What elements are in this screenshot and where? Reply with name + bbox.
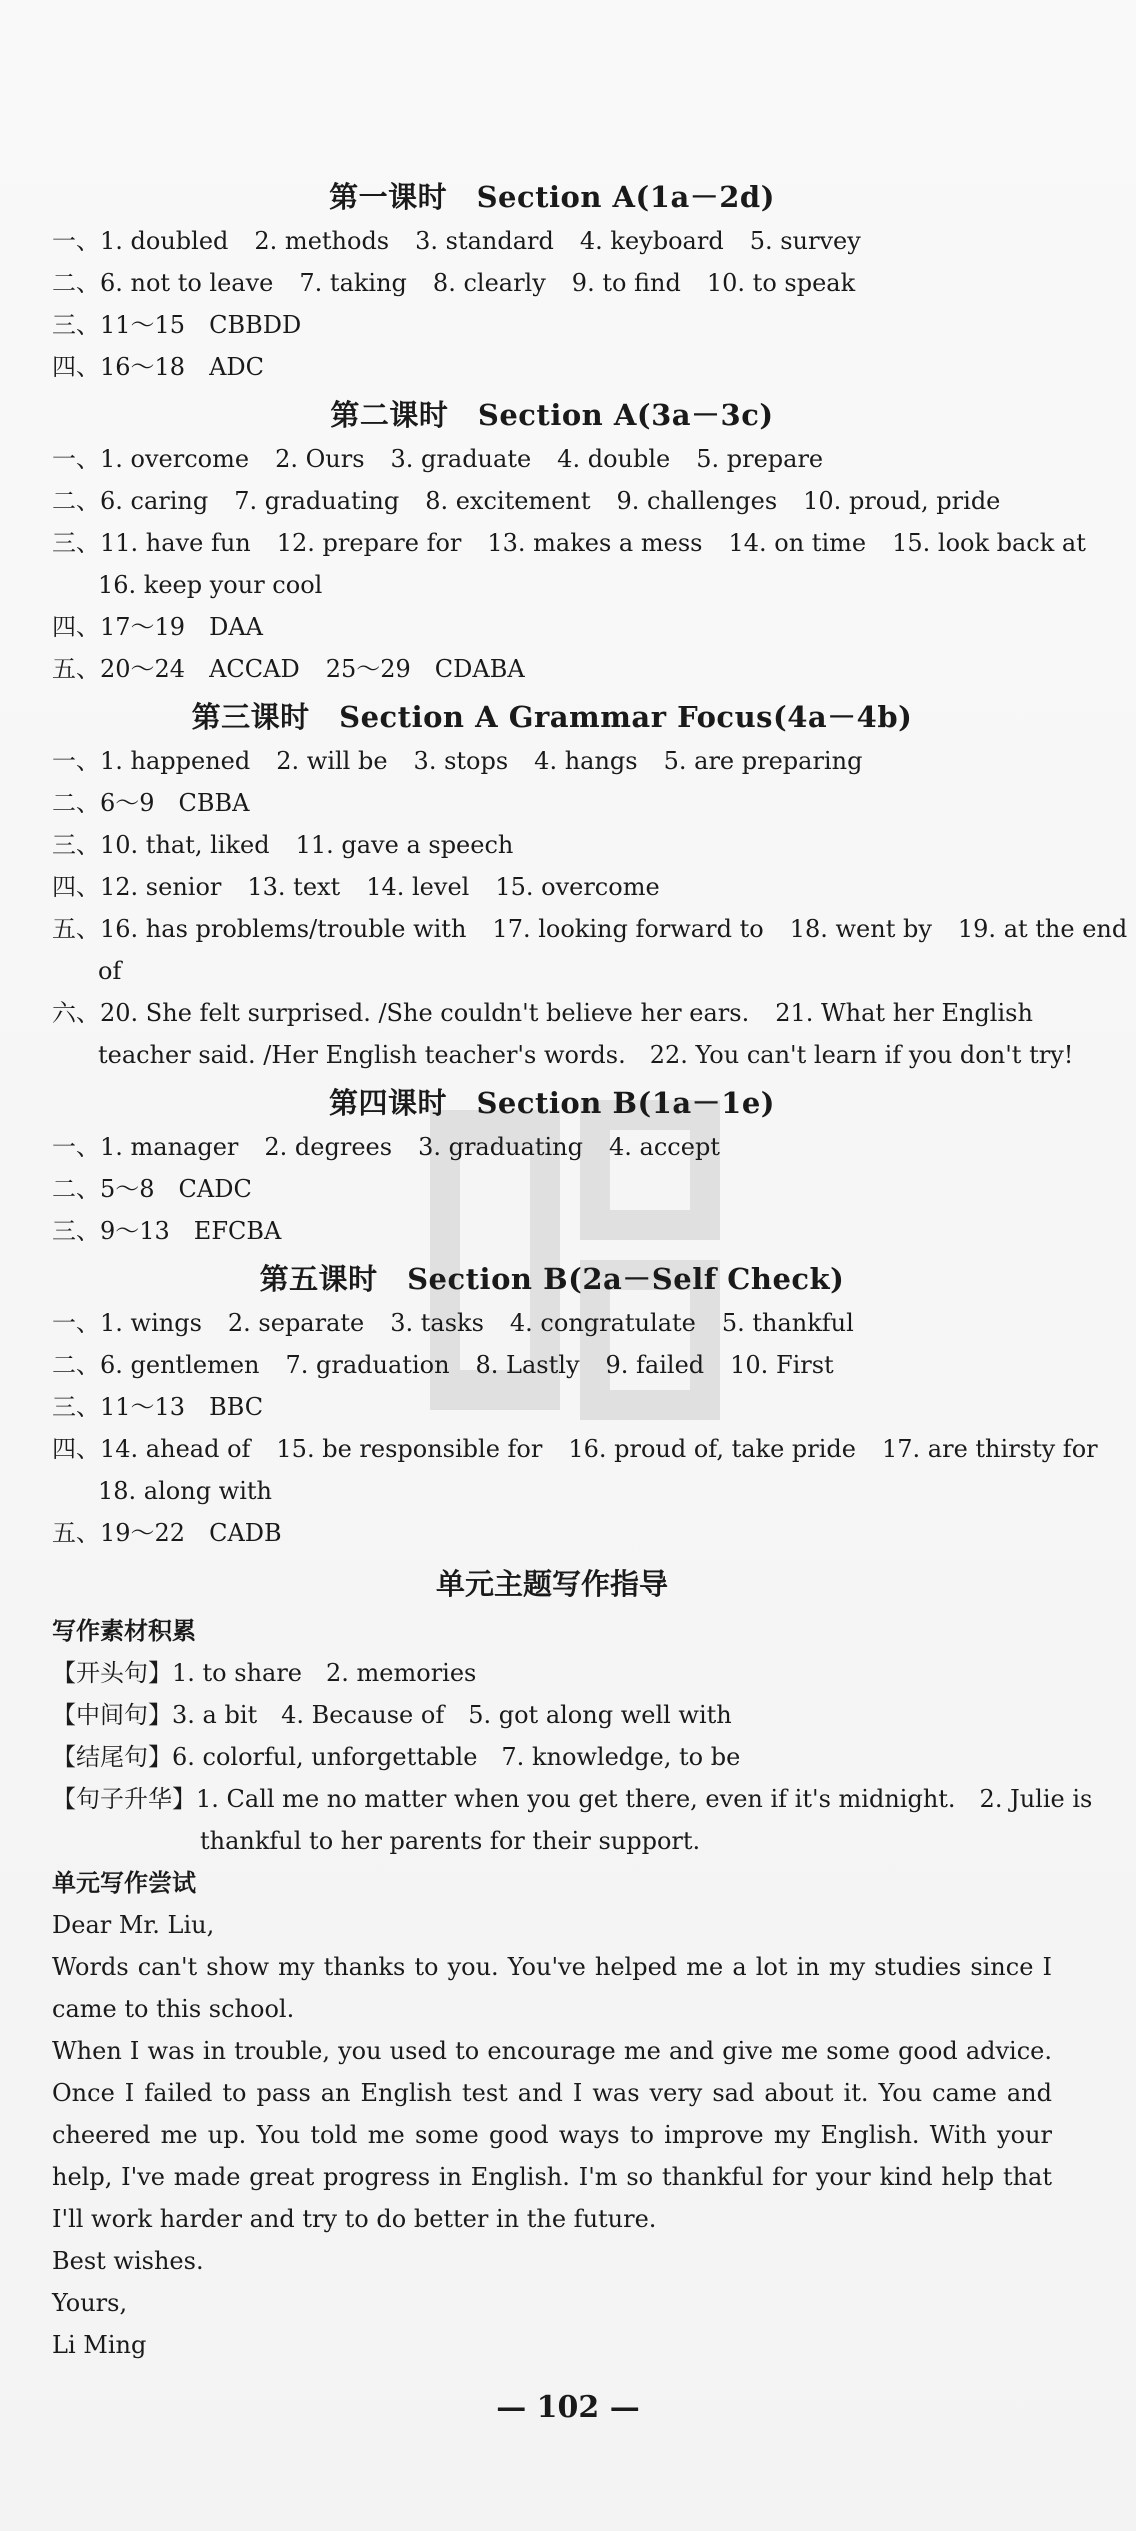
line-label: 二、 bbox=[52, 487, 100, 515]
material-line-continued: thankful to her parents for their support. bbox=[200, 1827, 701, 1855]
answer-line bbox=[52, 740, 1052, 782]
answer-item: 6～9 CBBA bbox=[100, 789, 250, 817]
answer-line-continued: 18. along with bbox=[98, 1477, 272, 1505]
material-text: 1. Call me no matter when you get there, even if it's midnight. 2. Julie is bbox=[196, 1785, 1093, 1813]
line-label: 二、 bbox=[52, 269, 100, 297]
answer-line bbox=[52, 866, 1052, 908]
answer-item: 9. to find bbox=[571, 269, 681, 297]
answer-item: 9～13 EFCBA bbox=[100, 1217, 282, 1245]
answer-item: 8. excitement bbox=[425, 487, 591, 515]
answer-item: 11. have fun bbox=[100, 529, 251, 557]
answer-item: 14. on time bbox=[728, 529, 867, 557]
answer-item: 20. She felt surprised. /She couldn't believe her ears. bbox=[100, 999, 750, 1027]
section-2 bbox=[52, 392, 1086, 690]
answer-item: 9. challenges bbox=[616, 487, 778, 515]
answer-item: 16. has problems/trouble with bbox=[100, 915, 467, 943]
answer-item: 15. overcome bbox=[495, 873, 660, 901]
material-line bbox=[52, 1778, 1093, 1820]
section-title: 第四课时 Section B(1a－1e) bbox=[328, 1086, 776, 1120]
material-text: 3. a bit 4. Because of 5. got along well with bbox=[172, 1701, 732, 1729]
unit-writing-guide bbox=[52, 1558, 1093, 2366]
answer-item: 11～13 BBC bbox=[100, 1393, 264, 1421]
materials-heading: 写作素材积累 bbox=[52, 1617, 196, 1645]
answer-item: 16. proud of, take pride bbox=[568, 1435, 856, 1463]
letter-signature: Li Ming bbox=[52, 2331, 147, 2359]
answer-item: 21. What her English bbox=[775, 999, 1033, 1027]
line-label: 四、 bbox=[52, 1435, 100, 1463]
section-title: 第三课时 Section A Grammar Focus(4a－4b) bbox=[191, 700, 913, 734]
section-title: 第五课时 Section B(2a－Self Check) bbox=[259, 1262, 845, 1296]
answer-line bbox=[52, 1428, 1098, 1470]
answer-line bbox=[52, 304, 1052, 346]
section-4 bbox=[52, 1080, 1052, 1252]
answer-item: 1. manager bbox=[100, 1133, 239, 1161]
line-label: 三、 bbox=[52, 831, 100, 859]
answer-item: 19～22 CADB bbox=[100, 1519, 282, 1547]
material-line bbox=[52, 1736, 1052, 1778]
section-3 bbox=[52, 694, 1128, 1076]
section-title: 第二课时 Section A(3a－3c) bbox=[330, 398, 774, 432]
line-label: 四、 bbox=[52, 353, 100, 381]
page-number: — 102 — bbox=[496, 2390, 640, 2425]
answer-line bbox=[52, 908, 1128, 950]
line-label: 一、 bbox=[52, 747, 100, 775]
letter-closing: Yours, bbox=[52, 2289, 128, 2317]
answer-item: 3. graduate bbox=[390, 445, 532, 473]
line-label: 三、 bbox=[52, 1393, 100, 1421]
answer-item: 4. congratulate bbox=[509, 1309, 696, 1337]
answer-item: 4. double bbox=[557, 445, 671, 473]
answer-item: 1. doubled bbox=[100, 227, 229, 255]
answer-item: 10. First bbox=[730, 1351, 834, 1379]
answer-line bbox=[52, 1302, 1052, 1344]
letter-closing: Best wishes. bbox=[52, 2247, 204, 2275]
line-label: 二、 bbox=[52, 1351, 100, 1379]
answer-item: 19. at the end bbox=[957, 915, 1128, 943]
answer-line bbox=[52, 782, 1052, 824]
answer-item: 7. taking bbox=[299, 269, 407, 297]
answer-item: 15. be responsible for bbox=[276, 1435, 543, 1463]
answer-line bbox=[52, 648, 1052, 690]
answer-item: 4. accept bbox=[609, 1133, 720, 1161]
letter-paragraph: Words can't show my thanks to you. You've helped me a lot in my studies since I came to this school. bbox=[52, 1953, 1052, 2023]
line-label: 一、 bbox=[52, 445, 100, 473]
answer-item: 25～29 CDABA bbox=[325, 655, 525, 683]
letter-paragraph: When I was in trouble, you used to encourage me and give me some good advice. Once I failed to pass an English test and I was very sad about it. You came and cheered me up. You told me some good ways to improve my English. With your help, I've made great progress in English. I'm so thankful for your kind help that I'll work harder and try to do better in the future. bbox=[52, 2037, 1052, 2233]
answer-line bbox=[52, 824, 1052, 866]
answer-item: 3. standard bbox=[415, 227, 554, 255]
answer-item: 5～8 CADC bbox=[100, 1175, 252, 1203]
answer-item: 2. will be bbox=[276, 747, 388, 775]
line-label: 一、 bbox=[52, 1133, 100, 1161]
section-5 bbox=[52, 1256, 1098, 1554]
answer-line bbox=[52, 480, 1052, 522]
answer-line bbox=[52, 606, 1052, 648]
line-label: 五、 bbox=[52, 915, 100, 943]
answer-item: 8. Lastly bbox=[475, 1351, 580, 1379]
material-text: 1. to share 2. memories bbox=[172, 1659, 477, 1687]
material-line bbox=[52, 1694, 1052, 1736]
answer-item: 1. happened bbox=[100, 747, 251, 775]
answer-item: 3. tasks bbox=[390, 1309, 484, 1337]
answer-line bbox=[52, 1512, 1052, 1554]
answer-line bbox=[52, 1210, 1052, 1252]
line-label: 一、 bbox=[52, 1309, 100, 1337]
line-label: 三、 bbox=[52, 529, 100, 557]
answer-item: 17. looking forward to bbox=[492, 915, 764, 943]
answer-item: 4. keyboard bbox=[579, 227, 724, 255]
answer-item: 16～18 ADC bbox=[100, 353, 265, 381]
answer-item: 3. stops bbox=[413, 747, 509, 775]
material-label: 【中间句】 bbox=[52, 1701, 172, 1729]
answer-item: 7. graduating bbox=[234, 487, 400, 515]
answer-item: 5. prepare bbox=[696, 445, 824, 473]
unit-title: 单元主题写作指导 bbox=[435, 1567, 668, 1601]
answer-line bbox=[52, 346, 1052, 388]
answer-item: 6. gentlemen bbox=[100, 1351, 260, 1379]
line-label: 六、 bbox=[52, 999, 100, 1027]
answer-item: 2. Ours bbox=[275, 445, 365, 473]
answer-item: 17～19 DAA bbox=[100, 613, 263, 641]
line-label: 五、 bbox=[52, 1519, 100, 1547]
answer-line bbox=[52, 262, 1052, 304]
letter-greeting: Dear Mr. Liu, bbox=[52, 1911, 215, 1939]
material-label: 【开头句】 bbox=[52, 1659, 172, 1687]
answer-item: 10. proud, pride bbox=[803, 487, 1001, 515]
answer-item: 2. separate bbox=[227, 1309, 365, 1337]
line-label: 二、 bbox=[52, 789, 100, 817]
answer-content bbox=[52, 170, 1128, 2366]
answer-item: 6. caring bbox=[100, 487, 209, 515]
answer-item: 9. failed bbox=[605, 1351, 705, 1379]
answer-item: 4. hangs bbox=[534, 747, 638, 775]
answer-item: 17. are thirsty for bbox=[882, 1435, 1098, 1463]
material-label: 【句子升华】 bbox=[52, 1785, 196, 1813]
answer-item: 11～15 CBBDD bbox=[100, 311, 302, 339]
answer-line bbox=[52, 522, 1086, 564]
sample-letter bbox=[52, 1904, 1052, 2366]
answer-item: 7. graduation bbox=[285, 1351, 450, 1379]
line-label: 五、 bbox=[52, 655, 100, 683]
line-label: 四、 bbox=[52, 613, 100, 641]
answer-line bbox=[52, 992, 1052, 1034]
answer-item: 2. degrees bbox=[264, 1133, 393, 1161]
answer-line-continued: 16. keep your cool bbox=[98, 571, 323, 599]
answer-item: 12. prepare for bbox=[276, 529, 462, 557]
answer-item: 5. are preparing bbox=[663, 747, 863, 775]
answer-item: 13. makes a mess bbox=[487, 529, 703, 557]
answer-item: 10. that, liked bbox=[100, 831, 270, 859]
answer-item: 15. look back at bbox=[892, 529, 1086, 557]
answer-line bbox=[52, 1168, 1052, 1210]
answer-item: 10. to speak bbox=[706, 269, 856, 297]
answer-item: 14. level bbox=[366, 873, 470, 901]
answer-item: 1. wings bbox=[100, 1309, 202, 1337]
answer-item: 1. overcome bbox=[100, 445, 250, 473]
answer-item: 20～24 ACCAD bbox=[100, 655, 300, 683]
answer-line-continued: of bbox=[98, 957, 122, 985]
line-label: 三、 bbox=[52, 1217, 100, 1245]
line-label: 四、 bbox=[52, 873, 100, 901]
answer-line-continued: teacher said. /Her English teacher's words. 22. You can't learn if you don't try! bbox=[98, 1041, 1074, 1069]
section-1 bbox=[52, 174, 1052, 388]
answer-line bbox=[52, 438, 1052, 480]
answer-item: 6. not to leave bbox=[100, 269, 274, 297]
answer-item: 12. senior bbox=[100, 873, 222, 901]
line-label: 二、 bbox=[52, 1175, 100, 1203]
answer-item: 3. graduating bbox=[418, 1133, 584, 1161]
material-text: 6. colorful, unforgettable 7. knowledge, to be bbox=[172, 1743, 741, 1771]
line-label: 一、 bbox=[52, 227, 100, 255]
section-title: 第一课时 Section A(1a－2d) bbox=[329, 180, 775, 214]
answer-item: 18. went by bbox=[789, 915, 932, 943]
answer-item: 8. clearly bbox=[432, 269, 546, 297]
answer-item: 2. methods bbox=[254, 227, 390, 255]
answer-line bbox=[52, 220, 1052, 262]
answer-item: 5. thankful bbox=[721, 1309, 854, 1337]
answer-item: 5. survey bbox=[749, 227, 861, 255]
attempt-heading: 单元写作尝试 bbox=[52, 1869, 196, 1897]
answer-line bbox=[52, 1344, 1052, 1386]
material-line bbox=[52, 1652, 1052, 1694]
answer-item: 11. gave a speech bbox=[295, 831, 514, 859]
line-label: 三、 bbox=[52, 311, 100, 339]
answer-line bbox=[52, 1386, 1052, 1428]
answer-item: 13. text bbox=[247, 873, 341, 901]
answer-line bbox=[52, 1126, 1052, 1168]
answer-item: 14. ahead of bbox=[100, 1435, 251, 1463]
material-label: 【结尾句】 bbox=[52, 1743, 172, 1771]
